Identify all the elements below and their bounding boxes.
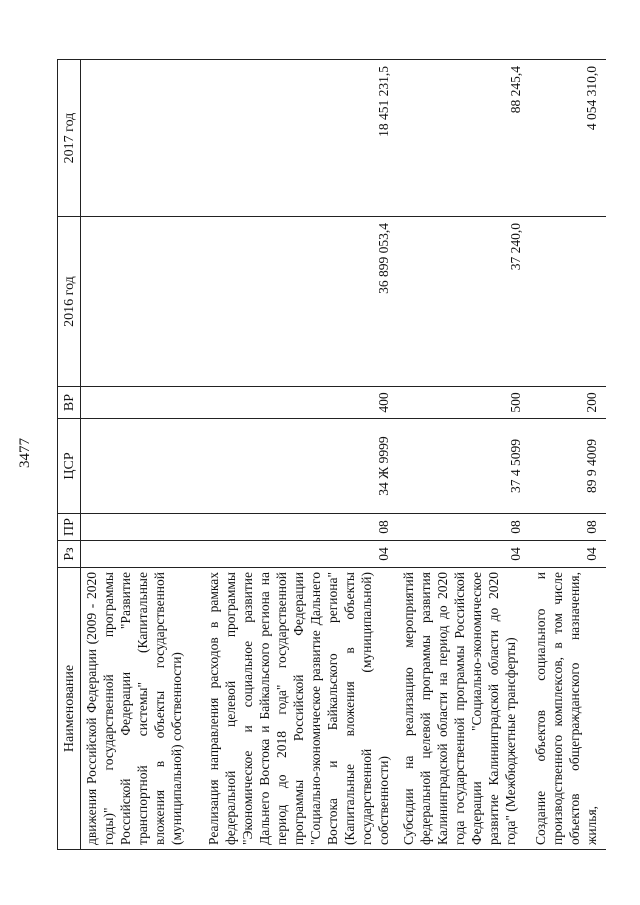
row-name: Создание объектов социального и производственного комплексов, в том числе объектов общегражданского назначения, жилья, bbox=[530, 568, 606, 850]
column-header-2016: 2016 год bbox=[58, 217, 81, 387]
row-amount-2017: 88 245,4 bbox=[398, 60, 530, 217]
column-header-2017: 2017 год bbox=[58, 60, 81, 217]
row-amount-2016: 36 899 053,4 bbox=[203, 217, 398, 387]
column-header-rz: Рз bbox=[58, 541, 81, 568]
rotated-page-content bbox=[57, 60, 602, 850]
row-vr bbox=[81, 387, 203, 419]
row-pr: 08 bbox=[398, 514, 530, 541]
row-csr: 37 4 5099 bbox=[398, 419, 530, 514]
column-header-pr: ПР bbox=[58, 514, 81, 541]
row-amount-2017: 18 451 231,5 bbox=[203, 60, 398, 217]
page-number: 3477 bbox=[17, 438, 33, 468]
row-pr: 08 bbox=[203, 514, 398, 541]
row-name: Реализация направления расходов в рамках федеральной целевой программы "Экономическое и социальное развитие Дальнего Востока и Байкальского региона на период до 2018 года" государственной программы Российской Федерации "Социально-экономическое развитие Дальнего Востока и Байкальского региона" (Капитальные вложения в объекты государственной (муниципальной) собственности) bbox=[203, 568, 398, 850]
table-header-row bbox=[58, 60, 81, 850]
row-rz bbox=[81, 541, 203, 568]
row-name: движения Российской Федерации (2009 - 2020 годы)" государственной программы Российской Федерации "Развитие транспортной системы" (Капитальные вложения в объекты государственной (муниципальной) собственности) bbox=[81, 568, 203, 850]
column-header-name: Наименование bbox=[58, 568, 81, 850]
row-csr: 89 9 4009 bbox=[530, 419, 606, 514]
row-vr: 500 bbox=[398, 387, 530, 419]
row-csr: 34 Ж 9999 bbox=[203, 419, 398, 514]
row-vr: 200 bbox=[530, 387, 606, 419]
table-row bbox=[530, 60, 606, 850]
row-vr: 400 bbox=[203, 387, 398, 419]
row-amount-2017: 4 054 310,0 bbox=[530, 60, 606, 217]
table-row bbox=[203, 60, 398, 850]
row-csr bbox=[81, 419, 203, 514]
row-pr: 08 bbox=[530, 514, 606, 541]
row-amount-2016 bbox=[81, 217, 203, 387]
budget-table bbox=[57, 59, 606, 850]
table-row bbox=[398, 60, 530, 850]
table-row bbox=[81, 60, 203, 850]
row-rz: 04 bbox=[530, 541, 606, 568]
row-amount-2016 bbox=[530, 217, 606, 387]
row-name: Субсидии на реализацию мероприятий федеральной целевой программы развития Калининградской области на период до 2020 года государственной программы Российской Федерации "Социально-экономическое развитие Калининградской области до 2020 года" (Межбюджетные трансферты) bbox=[398, 568, 530, 850]
row-amount-2016: 37 240,0 bbox=[398, 217, 530, 387]
row-rz: 04 bbox=[398, 541, 530, 568]
row-pr bbox=[81, 514, 203, 541]
row-amount-2017 bbox=[81, 60, 203, 217]
column-header-csr: ЦСР bbox=[58, 419, 81, 514]
row-rz: 04 bbox=[203, 541, 398, 568]
column-header-vr: ВР bbox=[58, 387, 81, 419]
